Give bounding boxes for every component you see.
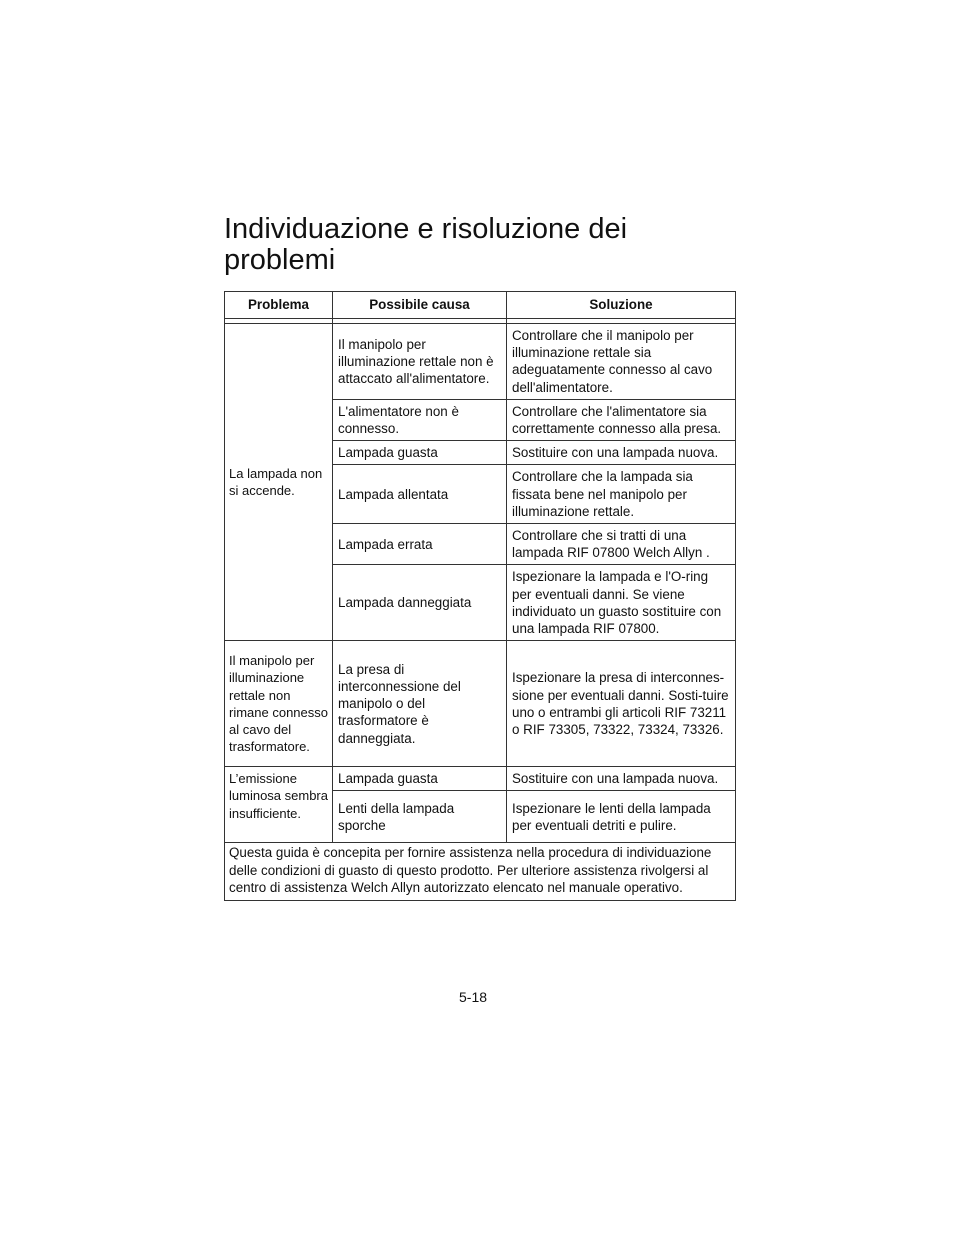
table-row bbox=[225, 641, 736, 767]
cause-cell: La presa di interconnessione del manipolo o del trasformatore è danneggiata. bbox=[333, 641, 507, 767]
header-cause: Possibile causa bbox=[333, 292, 507, 319]
solution-cell: Controllare che l'alimentatore sia correttamente connesso alla presa. bbox=[507, 399, 736, 440]
cause-cell: Lampada guasta bbox=[333, 767, 507, 791]
table-note-row bbox=[225, 843, 736, 901]
cause-cell: Lampada errata bbox=[333, 524, 507, 565]
problem-cell: L’emissione luminosa sembra insufficiente. bbox=[225, 767, 333, 843]
table-row bbox=[225, 767, 736, 791]
problem-cell: Il manipolo per illuminazione rettale non rimane connesso al cavo del trasformatore. bbox=[225, 641, 333, 767]
solution-cell: Ispezionare la presa di interconnes-sione per eventuali danni. Sosti-tuire uno o entrambi gli articoli RIF 73211 o RIF 73305, 73322, 73324, 73326. bbox=[507, 641, 736, 767]
table-row bbox=[225, 324, 736, 400]
cause-cell: Il manipolo per illuminazione rettale non è attaccato all'alimentatore. bbox=[333, 324, 507, 400]
solution-cell: Controllare che il manipolo per illuminazione rettale sia adeguatamente connesso al cavo dell'alimentatore. bbox=[507, 324, 736, 400]
cause-cell: Lampada allentata bbox=[333, 465, 507, 524]
solution-cell: Ispezionare le lenti della lampada per eventuali detriti e pulire. bbox=[507, 791, 736, 843]
cause-cell: Lampada guasta bbox=[333, 441, 507, 465]
solution-cell: Ispezionare la lampada e l'O-ring per eventuali danni. Se viene individuato un guasto sostituire con una lampada RIF 07800. bbox=[507, 565, 736, 641]
troubleshooting-table bbox=[224, 291, 736, 901]
cause-cell: L'alimentatore non è connesso. bbox=[333, 399, 507, 440]
table-note: Questa guida è concepita per fornire assistenza nella procedura di individuazione delle condizioni di guasto di questo prodotto. Per ulteriore assistenza rivolgersi al centro di assistenza Welch Allyn autorizzato elencato nel manuale operativo. bbox=[225, 843, 736, 901]
page-title: Individuazione e risoluzione dei problemi bbox=[224, 213, 628, 276]
header-solution: Soluzione bbox=[507, 292, 736, 319]
cause-cell: Lenti della lampada sporche bbox=[333, 791, 507, 843]
solution-cell: Controllare che la lampada sia fissata bene nel manipolo per illuminazione rettale. bbox=[507, 465, 736, 524]
page-number: 5-18 bbox=[459, 989, 488, 1005]
solution-cell: Controllare che si tratti di una lampada RIF 07800 Welch Allyn . bbox=[507, 524, 736, 565]
solution-cell: Sostituire con una lampada nuova. bbox=[507, 767, 736, 791]
table-header-row bbox=[225, 292, 736, 319]
header-problem: Problema bbox=[225, 292, 333, 319]
cause-cell: Lampada danneggiata bbox=[333, 565, 507, 641]
solution-cell: Sostituire con una lampada nuova. bbox=[507, 441, 736, 465]
problem-cell: La lampada non si accende. bbox=[225, 324, 333, 641]
